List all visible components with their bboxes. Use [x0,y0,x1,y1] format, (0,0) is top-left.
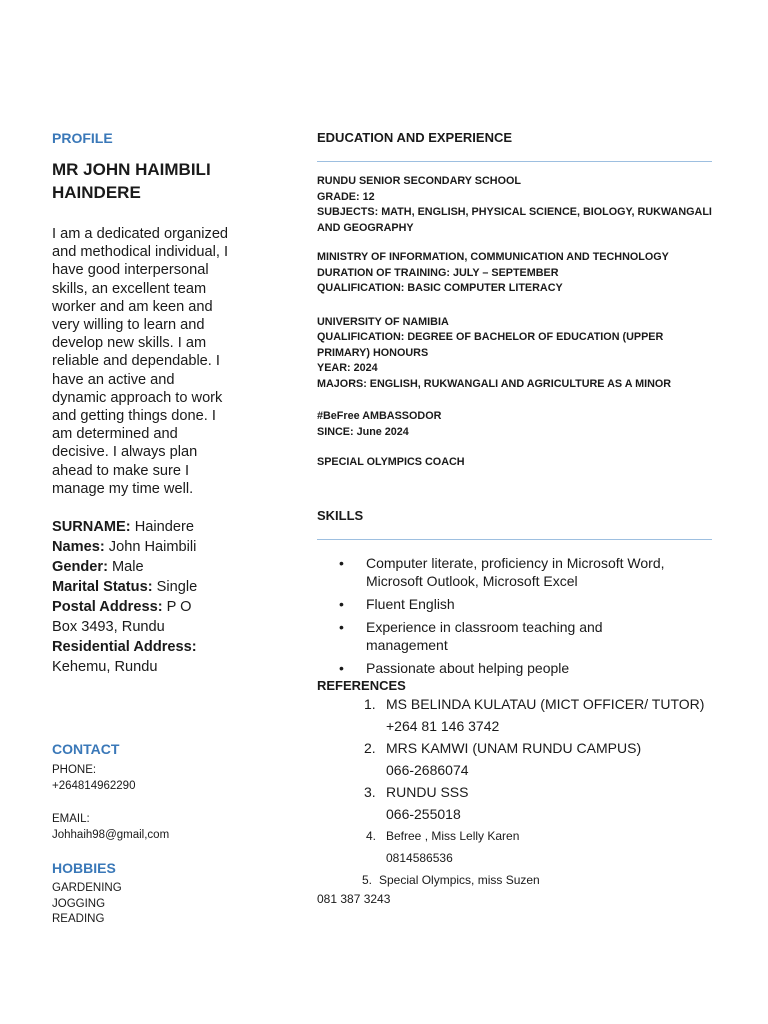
education-list [317,174,712,471]
profile-line: decisive. I always plan [52,444,198,461]
reference-number: 1. [364,695,376,712]
contact-block [52,763,252,843]
skills-divider [317,539,712,540]
hobbies-heading: HOBBIES [52,860,116,877]
postal-row [52,597,252,617]
reference-phone: 0814586536 [386,850,453,865]
left-column [52,130,252,928]
skill-item [317,554,712,590]
education-block [317,315,712,393]
marital-row [52,577,252,597]
reference-phone: 066-2686074 [386,761,469,778]
education-line: PRIMARY) HONOURS [317,346,429,359]
education-heading: EDUCATION AND EXPERIENCE [317,130,513,145]
hobbies-list [52,881,252,928]
hobby-item: JOGGING [52,897,106,910]
reference-item [317,869,712,891]
profile-line: have good interpersonal [52,262,209,279]
reference-name: Special Olympics, miss Suzen [379,872,540,887]
postal-value: P O [162,599,192,616]
right-column [317,130,712,907]
bullet-icon: • [339,554,344,571]
profile-line: reliable and dependable. I [52,353,220,370]
reference-item [317,693,712,715]
profile-line: skills, an excellent team [52,280,207,297]
skill-line: management [366,636,448,653]
reference-phone: 081 387 3243 [317,891,391,906]
reference-name: MS BELINDA KULATAU (MICT OFFICER/ TUTOR) [386,695,705,712]
profile-line: and getting things done. I [52,408,216,425]
education-line: SUBJECTS: MATH, ENGLISH, PHYSICAL SCIENCE, BIOLOGY, RUKWANGALI [317,206,712,218]
name-line-2: HAINDERE [52,183,141,202]
skill-item [317,659,712,677]
profile-line: I am a dedicated organized [52,226,229,242]
skills-list [317,554,712,677]
references-heading: REFERENCES [317,677,406,693]
postal-value-line-2: Box 3493, Rundu [52,619,165,636]
gender-row [52,557,252,577]
profile-line: am determined and [52,426,178,443]
profile-summary [52,225,252,498]
education-line: SINCE: June 2024 [317,425,409,438]
education-block [317,174,712,236]
profile-line: develop new skills. I am [52,335,207,352]
skill-line: Passionate about helping people [366,659,570,676]
hobby-item: READING [52,913,105,926]
profile-line: worker and am keen and [52,298,213,315]
surname-value: Haindere [130,519,194,536]
marital-label: Marital Status: [52,579,153,596]
skill-line: Fluent English [366,595,455,612]
education-line: GRADE: 12 [317,190,375,203]
names-value: John Haimbili [104,539,197,556]
education-line: MAJORS: ENGLISH, RUKWANGALI AND AGRICULTURE AS A MINOR [317,377,672,390]
reference-number: 3. [364,783,376,800]
bullet-icon: • [339,659,344,676]
reference-number: 5. [362,872,373,887]
profile-line: ahead to make sure I [52,462,190,479]
education-block [317,409,712,440]
profile-line: dynamic approach to work [52,389,223,406]
bullet-icon: • [339,618,344,635]
profile-line: manage my time well. [52,480,194,497]
surname-label: SURNAME: [52,519,131,536]
phone-value: +264814962290 [52,779,136,792]
reference-name: MRS KAMWI (UNAM RUNDU CAMPUS) [386,739,642,756]
reference-phone: +264 81 146 3742 [386,717,500,734]
name-line-1: MR JOHN HAIMBILI [52,160,211,179]
education-block [317,250,712,297]
skill-line: Computer literate, proficiency in Microsoft Word, [366,554,665,571]
profile-line: have an active and [52,371,175,388]
references-list [317,693,712,907]
education-line: DURATION OF TRAINING: JULY – SEPTEMBER [317,266,559,279]
reference-item [317,781,712,803]
reference-item [317,825,712,847]
skill-item [317,618,712,654]
residential-value: Kehemu, Rundu [52,659,158,676]
residential-label-text: Residential Address: [52,639,197,656]
education-line: QUALIFICATION: BASIC COMPUTER LITERACY [317,282,563,294]
education-line: #BeFree AMBASSODOR [317,410,442,422]
names-row [52,537,252,557]
reference-name: RUNDU SSS [386,783,469,800]
skills-heading: SKILLS [317,507,364,523]
reference-number: 2. [364,739,376,756]
education-line: AND GEOGRAPHY [317,221,414,234]
reference-phone: 066-255018 [386,805,461,822]
hobby-item: GARDENING [52,882,122,895]
email-label: EMAIL: [52,813,90,826]
education-divider [317,161,712,162]
education-line: UNIVERSITY OF NAMIBIA [317,315,449,328]
marital-value: Single [152,579,198,596]
education-line: MINISTRY OF INFORMATION, COMMUNICATION AND TECHNOLOGY [317,251,669,263]
skill-line: Experience in classroom teaching and [366,618,603,635]
email-value: Johhaih98@gmail,com [52,828,170,841]
postal-label: Postal Address: [52,599,163,616]
profile-heading: PROFILE [52,130,113,146]
education-line: QUALIFICATION: DEGREE OF BACHELOR OF EDUCATION (UPPER [317,331,664,343]
surname-row [52,517,252,537]
contact-heading: CONTACT [52,741,120,758]
phone-label: PHONE: [52,764,97,777]
gender-value: Male [107,559,144,576]
profile-line: and methodical individual, I [52,244,229,261]
skill-item [317,595,712,613]
education-line: SPECIAL OLYMPICS COACH [317,456,465,468]
skill-line: Microsoft Outlook, Microsoft Excel [366,572,578,589]
bullet-icon: • [339,595,344,612]
gender-label: Gender: [52,559,108,576]
person-name [52,158,252,204]
profile-line: very willing to learn and [52,317,205,334]
education-block [317,455,712,471]
personal-details [52,517,252,677]
reference-item [317,737,712,759]
reference-number: 4. [366,828,377,843]
residential-label [52,637,252,657]
education-line: RUNDU SENIOR SECONDARY SCHOOL [317,175,521,187]
reference-name: Befree , Miss Lelly Karen [386,828,520,843]
education-line: YEAR: 2024 [317,362,378,374]
names-label: Names: [52,539,105,556]
